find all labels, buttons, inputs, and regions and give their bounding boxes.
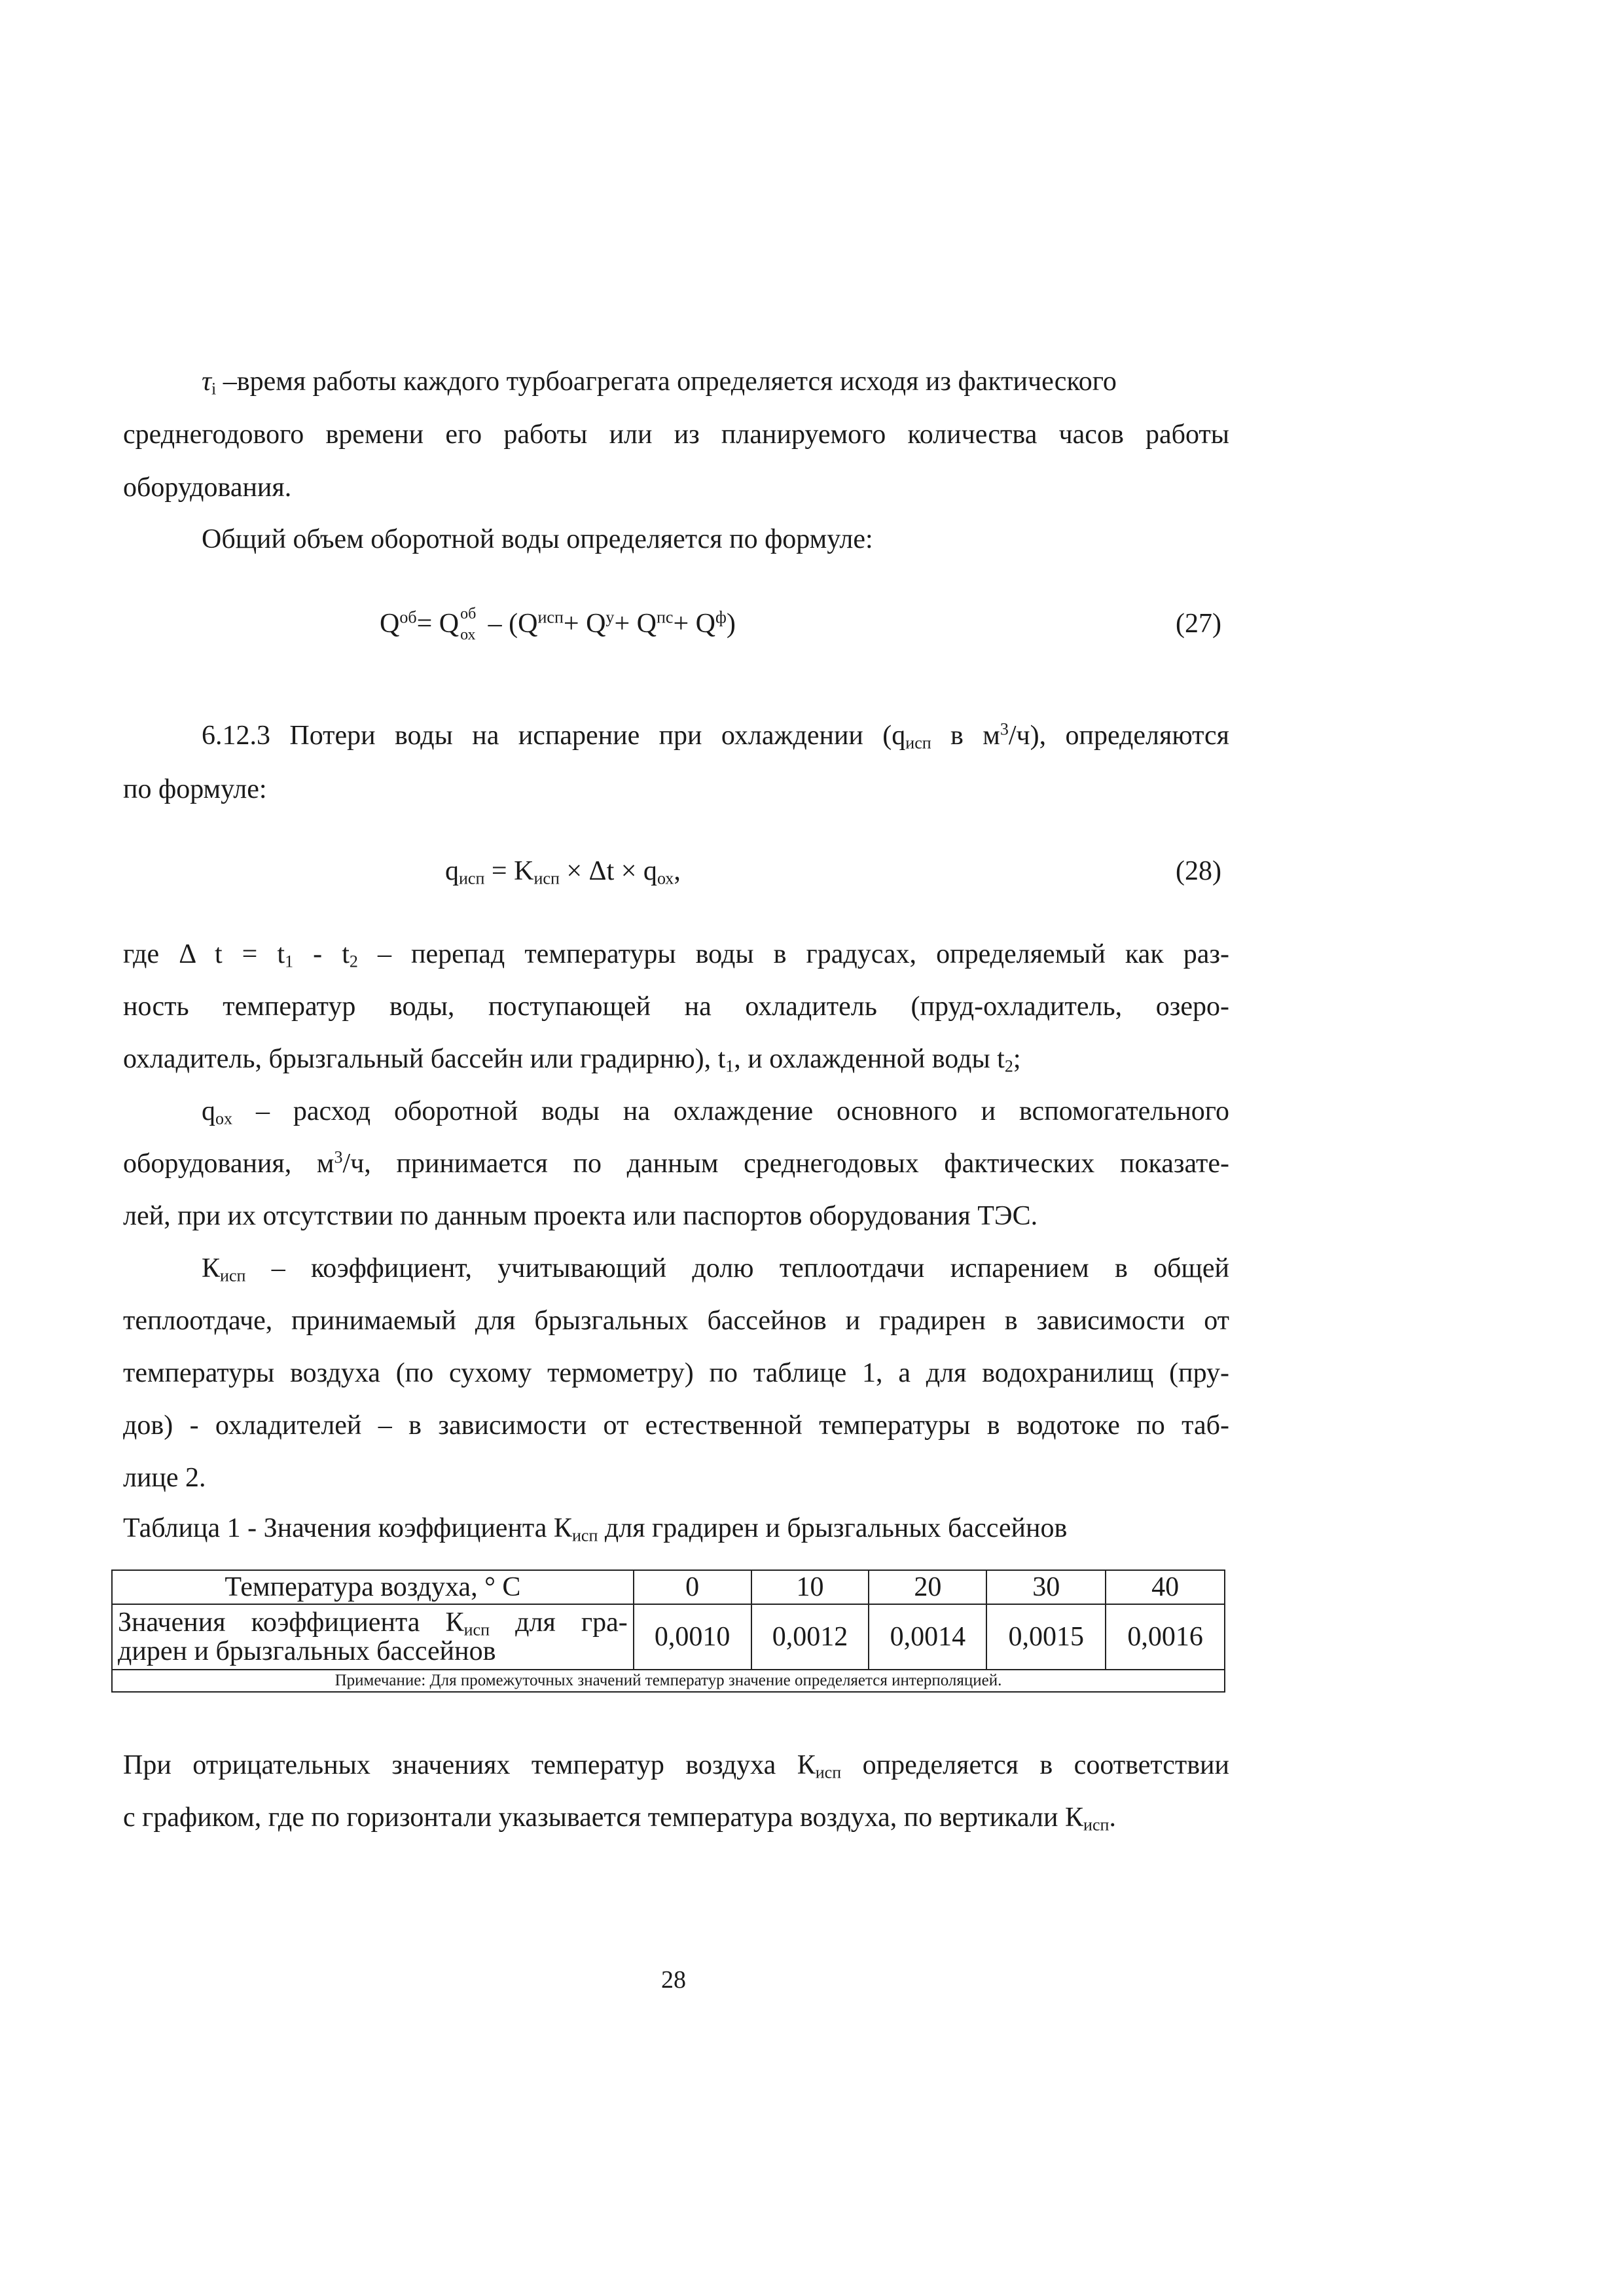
header-col: 10 (751, 1570, 869, 1604)
tau-line-1 (202, 367, 1117, 399)
table-header-row (112, 1570, 1225, 1604)
k-line-5: лице 2. (123, 1463, 206, 1493)
qox-line-3: лей, при их отсутствии по данным проекта или паспортов оборудования ТЭС. (123, 1201, 1038, 1231)
header-col: 0 (634, 1570, 751, 1604)
formula-27-number: (27) (1176, 609, 1221, 639)
k-line-3: температуры воздуха (по сухому термометру) по таблице 1, а для водохранилищ (пру- (123, 1358, 1229, 1388)
where-line-1: где Δ $t = t_1 - t_2$ – перепад температуры воды в градусах, определяемый как раз- (123, 939, 1230, 971)
sec-6-12-3-line-1: 6.12.3 Потери воды на испарение при охлаждении ($q_{исп}$ в $м^3/ч$), определяются (202, 719, 1229, 753)
formula-28-number: (28) (1176, 856, 1221, 886)
table-note-row (112, 1670, 1225, 1692)
where-line-2: ность температур воды, поступающей на охладитель (пруд-охладитель, озеро- (123, 992, 1229, 1022)
neg-line-2: с графиком, где по горизонтали указывается температура воздуха, по вертикали $К_{исп}$. (123, 1803, 1116, 1835)
table-values-row (112, 1604, 1225, 1670)
k-line-2: теплоотдаче, принимаемый для брызгальных бассейнов и градирен в зависимости от (123, 1306, 1229, 1336)
sec-6-12-3-line-2: по формуле: (123, 774, 267, 804)
tau-line-2: среднегодового времени его работы или из планируемого количества часов работы (123, 420, 1229, 450)
table-cell: 0,0016 (1106, 1604, 1225, 1670)
stack-ob-ox: об ох (460, 605, 477, 643)
header-col: 20 (869, 1570, 986, 1604)
qox-line-1: $q_{ox}$ – расход оборотной воды на охлаждение основного и вспомогательного (202, 1096, 1229, 1128)
k-line-4: дов) - охладителей – в зависимости от естественной температуры в водотоке по таб- (123, 1410, 1229, 1441)
table-cell: 0,0015 (986, 1604, 1106, 1670)
qox-line-2: оборудования, $м^3/ч$, принимается по данным среднегодовых фактических показате- (123, 1147, 1229, 1179)
tau-line-3: оборудования. (123, 473, 292, 503)
table-cell: 0,0012 (751, 1604, 869, 1670)
k-line-1: $К_{исп}$ – коэффициент, учитывающий долю теплоотдачи испарением в общей (202, 1253, 1229, 1285)
formula-28: $q_{исп} = K_{исп} \times \Delta t \times q_{ох}$, (445, 856, 681, 888)
total-volume-intro: Общий объем оборотной воды определяется по формуле: (202, 524, 873, 554)
table-cell: 0,0014 (869, 1604, 986, 1670)
table-caption: Таблица 1 - Значения коэффициента $К_{исп}$ для градирен и брызгальных бассейнов (123, 1513, 1068, 1545)
page-number: 28 (661, 1966, 686, 1994)
row-label: Значения коэффициента $К_{исп}$ для гра- дирен и брызгальных бассейнов (112, 1604, 634, 1670)
header-col: 30 (986, 1570, 1106, 1604)
table-cell: 0,0010 (634, 1604, 751, 1670)
header-col: 40 (1106, 1570, 1225, 1604)
tau-symbol: τ (202, 367, 212, 397)
formula-27: $Q^{об}= Q$ об ох – $(Q^{исп}+ Q^у+ Q^{пс}+ Q^ф)$ (380, 605, 736, 643)
k-isp-table (111, 1570, 1225, 1693)
tau-subscript: i (211, 379, 217, 399)
tau-line-1-text: –время работы каждого турбоагрегата определяется исходя из фактического (223, 367, 1117, 397)
header-label: Температура воздуха, ° С (112, 1570, 634, 1604)
table-note: Примечание: Для промежуточных значений температур значение определяется интерполяцией. (112, 1670, 1225, 1692)
neg-line-1: При отрицательных значениях температур воздуха $К_{исп}$ определяется в соответствии (123, 1750, 1229, 1782)
where-line-3: охладитель, брызгальный бассейн или градирню), $t_1$, и охлажденной воды $t_2$; (123, 1044, 1021, 1076)
